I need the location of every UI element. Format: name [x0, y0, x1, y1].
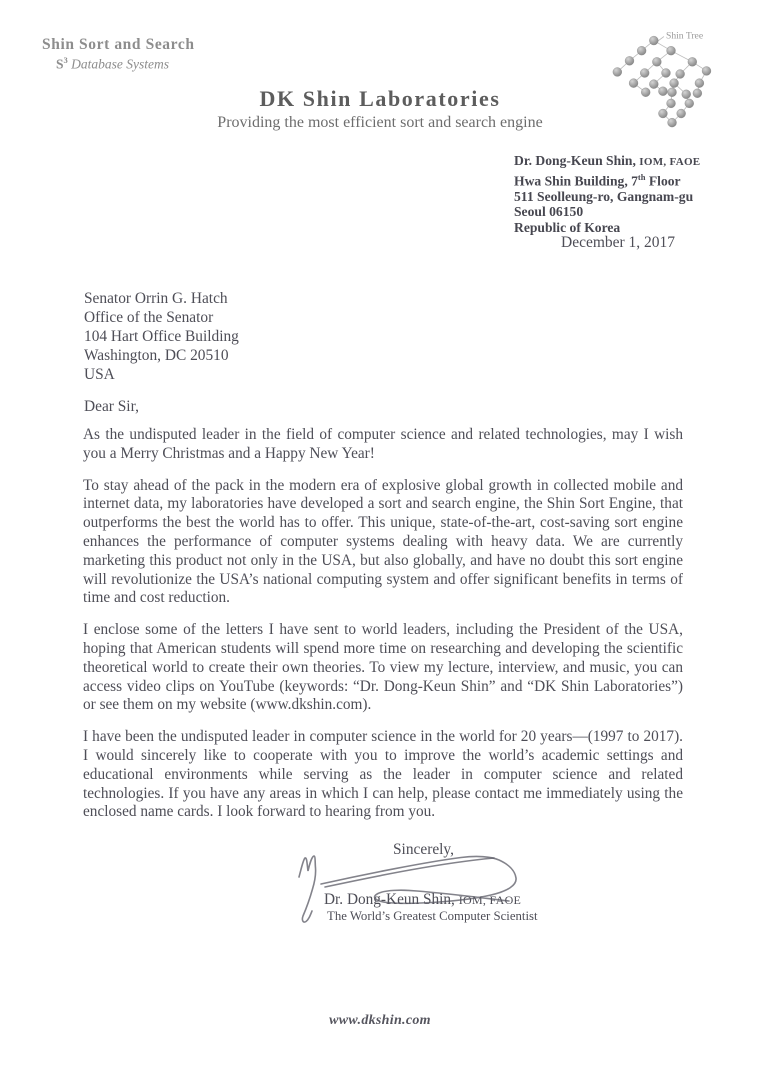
company-name: Shin Sort and Search	[42, 36, 195, 53]
recipient-line: 104 Hart Office Building	[84, 328, 239, 345]
sender-address-block	[514, 153, 700, 235]
recipient-line: USA	[84, 366, 115, 383]
recipient-address-block	[84, 289, 239, 384]
company-subtitle-sup: 3	[63, 55, 68, 65]
sender-name: Dr. Dong-Keun Shin,	[514, 153, 640, 168]
sender-floor: Floor	[645, 173, 681, 189]
sender-address-line2: 511 Seolleung-ro, Gangnam-gu	[514, 189, 694, 205]
letterhead-left	[42, 36, 195, 73]
body-paragraph-2: To stay ahead of the pack in the modern era of explosive global growth in collected mobile and internet data, my laboratories have developed a sort and search engine, the Shin Sort Engine, that outperforms the best the world has to offer. This unique, state-of-the-art, cost-saving sort engine enhances the performance of computer systems dealing with heavy data. We are currently marketing this product not only in the USA, but also globally, and have no doubt this sort engine will revolutionize the USA’s national computing system and offer significant benefits in terms of time and cost reduction.	[83, 476, 683, 607]
salutation: Dear Sir,	[84, 398, 139, 415]
letterhead-center	[0, 86, 760, 132]
company-subtitle-s: S	[56, 56, 64, 72]
signature-icon	[291, 850, 531, 930]
body-paragraph-4: I have been the undisputed leader in computer science in the world for 20 years—(1997 to 2017). I would sincerely like to cooperate with you to improve the world’s academic settings and educational environments while serving as the leader in computer science and related technologies. If you have any areas in which I can help, please contact me immediately using the enclosed name cards. I look forward to hearing from you.	[83, 728, 683, 821]
sender-address-line1	[514, 170, 700, 189]
signer-titles: IOM, FAOE	[458, 893, 522, 907]
sender-floor-ordinal: th	[637, 172, 646, 183]
body-paragraph-3: I enclose some of the letters I have sent to world leaders, including the President of the USA, hoping that American students will spend more time on researching and developing the scientific theoretical world to create their own theories. To view my lecture, interview, and music, you can access video clips on YouTube (keywords: “Dr. Dong-Keun Shin” and “DK Shin Laboratories”) or see them on my website (www.dkshin.com).	[83, 621, 683, 714]
company-subtitle-text: Database Systems	[67, 56, 170, 72]
website-footer: www.dkshin.com	[329, 1013, 431, 1028]
letter-date: December 1, 2017	[561, 234, 676, 251]
sender-address-line4: Republic of Korea	[514, 219, 621, 235]
sender-building: Hwa Shin Building, 7	[514, 173, 638, 189]
sender-address-line3: Seoul 06150	[514, 204, 584, 220]
valediction: Sincerely,	[393, 841, 454, 858]
company-title: DK Shin Laboratories	[259, 86, 501, 111]
recipient-line: Office of the Senator	[84, 309, 214, 326]
company-tagline: Providing the most efficient sort and search engine	[217, 114, 543, 131]
body-paragraph-1: As the undisputed leader in the field of computer science and related technologies, may I wish you a Merry Christmas and a Happy New Year!	[83, 426, 683, 462]
recipient-line: Senator Orrin G. Hatch	[84, 290, 228, 307]
recipient-line: Washington, DC 20510	[84, 347, 229, 364]
signer-name: Dr. Dong-Keun Shin,	[324, 891, 459, 908]
sender-titles: IOM, FAOE	[639, 156, 701, 168]
signer-tagline: The World’s Greatest Computer Scientist	[327, 909, 538, 923]
company-subtitle	[42, 55, 195, 73]
shin-tree-label: Shin Tree	[665, 30, 704, 42]
sender-name-line	[514, 153, 700, 170]
letter-body	[83, 426, 683, 835]
